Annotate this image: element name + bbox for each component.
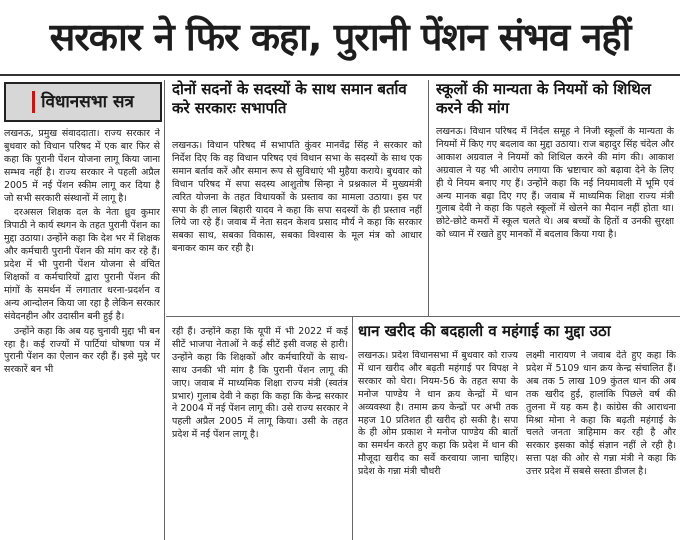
story2-body: लखनऊ। विधान परिषद में सभापति कुंवर मानवेंद्र सिंह ने सरकार को निर्देश दिए कि वह विधान परिषद एवं विधान सभा के सदस्यों के साथ एक समान बर्ताव करें और समान रूप से सुविधाएं भी मुहैया कराये। बुधवार को विधान परिषद में सपा सदस्य आशुतोष सिन्हा ने प्रश्नकाल में मुख्यमंत्री त्वरित योजना के तहत विधायकों के प्रस्ताव का मामला उठाया। इस पर सपा के ही लाल बिहारी यादव ने कहा कि सपा सदस्यों के ही प्रस्ताव नहीं लिये जा रहे हैं। जवाब में नेता सदन केशव प्रसाद मौर्य ने कहा कि सरकार सबका साथ, सबका विकास, सबका विश्वास के मूल मंत्र को आधार बनाकर काम कर रही है। bbox=[172, 140, 422, 255]
story4-heading: धान खरीद की बदहाली व महंगाई का मुद्दा उठा bbox=[358, 322, 611, 340]
headline-rule bbox=[0, 74, 680, 76]
story1-continuation: रही हैं। उन्होंने कहा कि यूपी में भी 2022 में कई सीटें भाजपा नेताओं ने कई सीटें इसी वजह से हारी। उन्होंने कहा कि शिक्षकों और कर्मचारियों के साथ-साथ उनकी भी मांग है कि पुरानी पेंशन लागू की जाए। जवाब में माध्यमिक शिक्षा राज्य मंत्री (स्वतंत्र प्रभार) गुलाब देवी ने कहा कि कहा कि केन्द्र सरकार ने 2004 में नई पेंशन लागू की। उसे राज्य सरकार ने पहली अप्रैल 2005 में लागू किया। उसी के तहत प्रदेश में नई पेंशन लागू है। bbox=[172, 326, 348, 441]
story1-paragraph: उन्होंने कहा कि अब यह चुनावी मुद्दा भी बन रहा है। कई राज्यों में पार्टियां घोषणा पत्र में पुरानी पेंशन का ऐलान कर रही हैं। इसे मुद्दे पर सरकारें बन भी bbox=[4, 325, 160, 376]
story1-paragraph: दरअसल शिक्षक दल के नेता ध्रुव कुमार त्रिपाठी ने कार्य स्थगन के तहत पुरानी पेंशन का मुद्दा उठाया। उन्होंने कहा कि देश भर में शिक्षक और कर्मचारी पुरानी पेंशन की मांग कर रहे हैं। प्रदेश में भी पुरानी पेंशन योजना से वंचित शिक्षकों व कर्मचारियों द्वारा पुरानी पेंशन की मांगों के समर्थन में लगातार धरना-प्रदर्शन व अन्य आन्दोलन किया जा रहा है लेकिन सरकार संवेदनहीन और उदासीन बनी हुई है। bbox=[4, 207, 160, 322]
section-tag-label: विधानसभा सत्र bbox=[41, 92, 134, 112]
column-divider bbox=[164, 80, 165, 540]
section-divider bbox=[166, 316, 680, 317]
story2-heading: दोनों सदनों के सदस्यों के साथ समान बर्ताव करे सरकारः सभापति bbox=[172, 80, 407, 117]
story4-col2: लक्ष्मी नारायण ने जवाब देते हुए कहा कि प्रदेश में 5109 धान क्रय केन्द्र संचालित हैं। अब तक 5 लाख 109 कुंतल धान की अब तक खरीद हुई, हालांकि पिछले वर्ष की तुलना में यह कम है। कांग्रेस की आराधना मिश्रा मोना ने कहा कि बढ़ती महंगाई के चलते जनता त्राहिमाम कर रही है और सरकार इसका कोई संज्ञान नहीं ले रही है। सत्ता पक्ष की ओर से गन्ना मंत्री ने कहा कि उत्तर प्रदेश में सबसे सस्ता डीजल है। bbox=[526, 350, 676, 478]
story1-paragraph: लखनऊ, प्रमुख संवाददाता। राज्य सरकार ने बुधवार को विधान परिषद में एक बार फिर से कहा कि पुरानी पेंशन योजना लागू किया जाना सम्भव नहीं है। राज्य सरकार ने पहली अप्रैल 2005 में नई पेंशन स्कीम लागू कर दिया है जो सभी सरकारी संस्थानों में लागू है। bbox=[4, 128, 160, 204]
story3-body: लखनऊ। विधान परिषद में निर्दल समूह ने निजी स्कूलों के मान्यता के नियमों में किए गए बदलाव का मुद्दा उठाया। राज बहादुर सिंह चंदेल और आकाश अग्रवाल ने नियमों को शिथिल करने की मांग की। आकाश अग्रवाल ने यह भी आरोप लगाया कि भ्रष्टाचार को बढ़ावा देने के लिए ही ये नियम बनाए गए हैं। उन्होंने कहा कि नई नियमावली में भूमि एवं अन्य मानक बढ़ा दिए गए हैं। जवाब में माध्यमिक शिक्षा राज्य मंत्री गुलाब देवी ने कहा कि पहले स्कूलों में खेलने का मैदान नहीं होता था। छोटे-छोटे कमरों में स्कूल चलते थे। अब बच्चों के हितों व उनकी सुरक्षा को ध्यान में रखते हुए मानकों में बदलाव किया गया है। bbox=[436, 126, 674, 241]
tag-accent-bar bbox=[32, 91, 35, 113]
story1-body bbox=[4, 128, 160, 540]
column-divider bbox=[428, 80, 429, 316]
story3-heading: स्कूलों की मान्यता के नियमों को शिथिल करने की मांग bbox=[436, 80, 651, 117]
column-divider bbox=[352, 316, 353, 540]
section-tag bbox=[4, 82, 162, 122]
story4-col1: लखनऊ। प्रदेश विधानसभा में बुधवार को राज्य में धान खरीद और बढ़ती महंगाई पर विपक्ष ने सरकार को घेरा। नियम-56 के तहत सपा के मनोज पाण्डेय ने धान क्रय केन्द्रों में धान अव्यवस्था है। तमाम क्रय केन्द्रों पर अभी तक महज 10 प्रतिशत ही खरीद हो सकी है। सपा के ही ओम प्रकाश ने मनोज पाण्डेय की बातों का समर्थन करते हुए कहा कि प्रदेश में धान की मौजूदा खरीद का सर्वे करवाया जाना चाहिए। प्रदेश के गन्ना मंत्री चौधरी bbox=[358, 350, 518, 478]
headline: सरकार ने फिर कहा, पुरानी पेंशन संभव नहीं bbox=[49, 15, 631, 59]
